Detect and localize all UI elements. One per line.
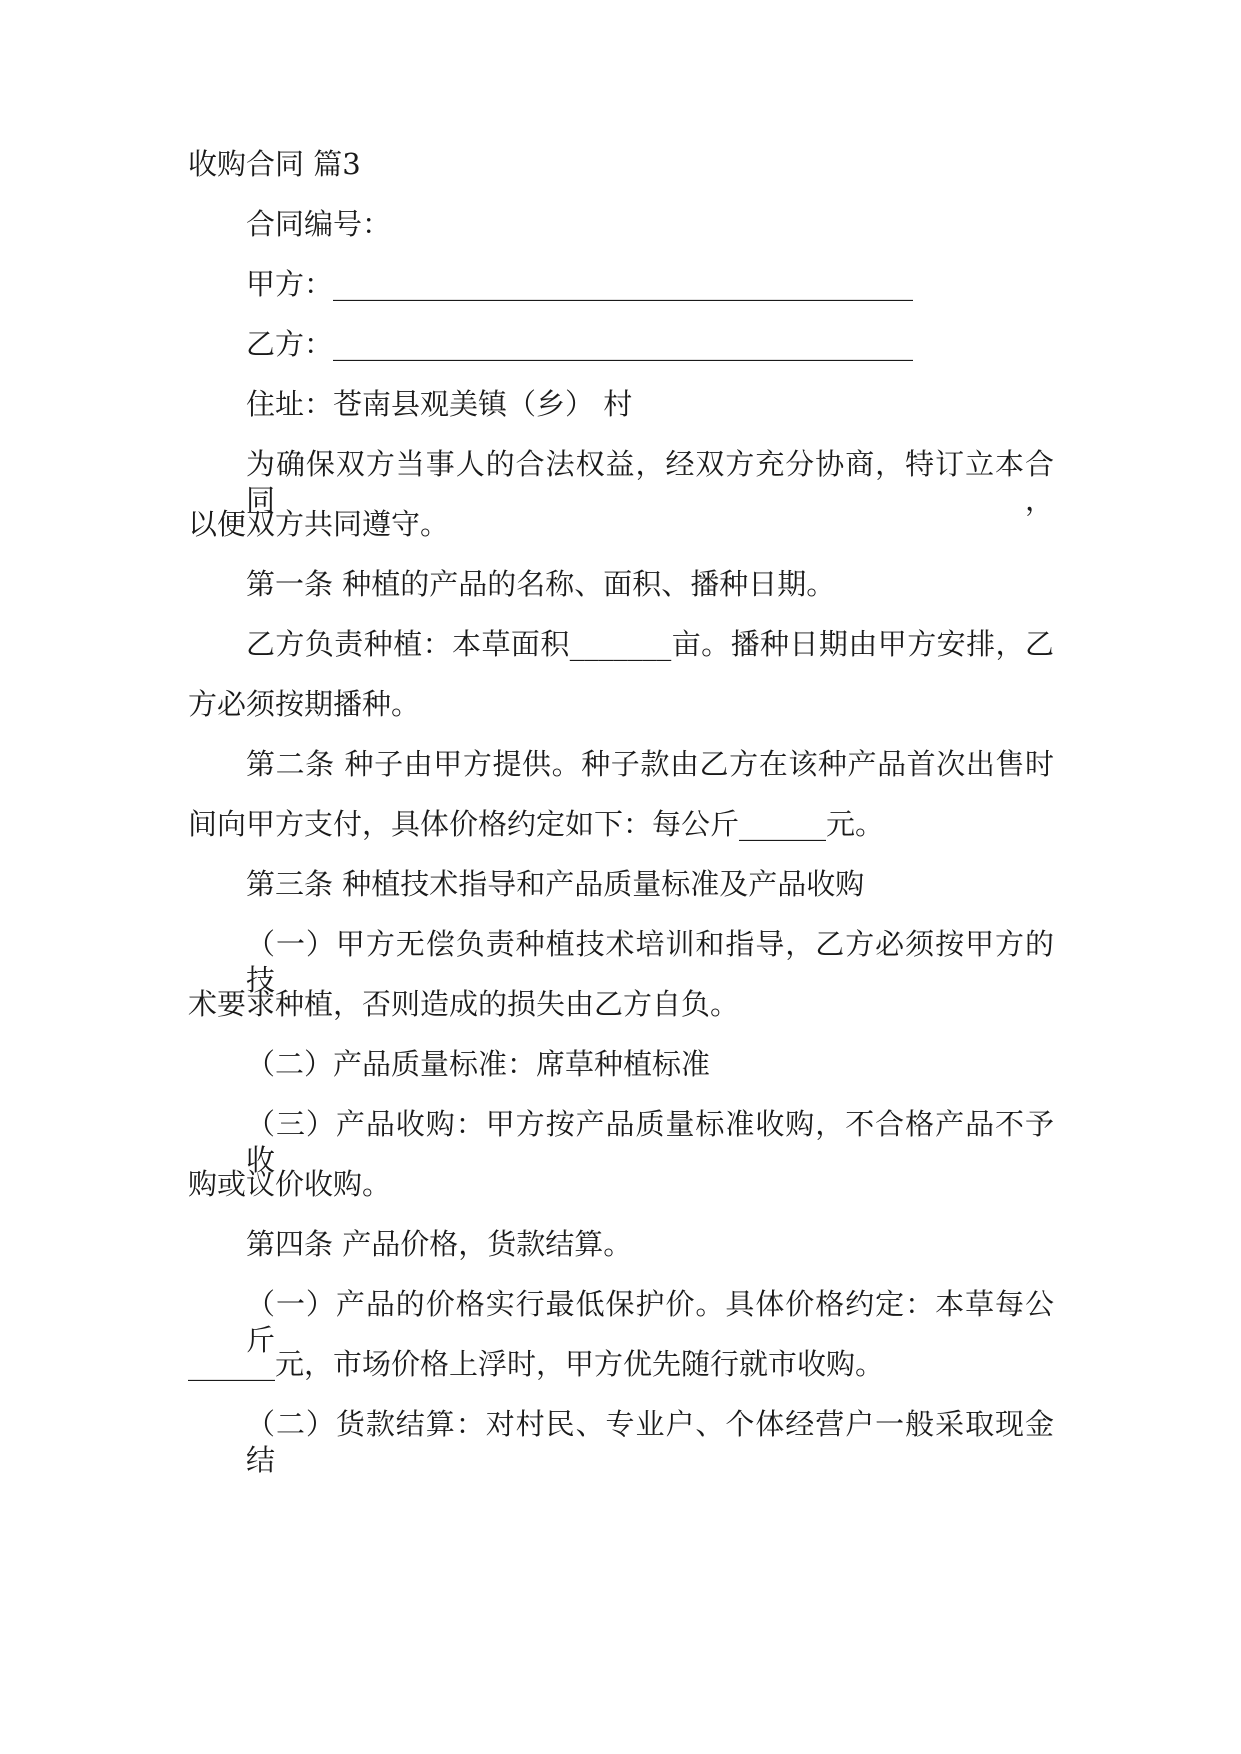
article-1-line-2: 方必须按期播种。: [188, 687, 421, 721]
article-4-item-2-line-1: （二）货款结算：对村民、专业户、个体经营户一般采取现金结: [246, 1407, 1054, 1477]
article-4-item-1-line-1: （一）产品的价格实行最低保护价。具体价格约定：本草每公斤: [246, 1287, 1054, 1357]
article-2-line-1: 第二条 种子由甲方提供。种子款由乙方在该种产品首次出售时: [246, 747, 1054, 781]
article-3-heading: 第三条 种植技术指导和产品质量标准及产品收购: [246, 867, 865, 901]
article-3-item-1-line-2: 术要求种植，否则造成的损失由乙方自负。: [188, 987, 740, 1021]
preamble-line-2: 以便双方共同遵守。: [188, 507, 450, 541]
article-1-line-1: 乙方负责种植：本草面积_______亩。播种日期由甲方安排，乙: [246, 627, 1054, 661]
article-3-item-3-line-1: （三）产品收购：甲方按产品质量标准收购，不合格产品不予收: [246, 1107, 1054, 1177]
address-line: 住址：苍南县观美镇（乡） 村: [246, 387, 633, 421]
preamble-line-1: 为确保双方当事人的合法权益，经双方充分协商，特订立本合同，: [246, 447, 1054, 517]
article-4-item-1-line-2: ______元，市场价格上浮时，甲方优先随行就市收购。: [188, 1347, 885, 1381]
article-3-item-3-line-2: 购或议价收购。: [188, 1167, 392, 1201]
party-a-line: 甲方：________________________________________: [246, 267, 914, 301]
party-b-line: 乙方：________________________________________: [246, 327, 914, 361]
article-4-heading: 第四条 产品价格，货款结算。: [246, 1227, 633, 1261]
article-3-item-1-line-1: （一）甲方无偿负责种植技术培训和指导，乙方必须按甲方的技: [246, 927, 1054, 997]
contract-number-line: 合同编号：: [246, 207, 392, 241]
article-3-item-2: （二）产品质量标准：席草种植标准: [246, 1047, 711, 1081]
article-1-heading: 第一条 种植的产品的名称、面积、播种日期。: [246, 567, 836, 601]
document-title: 收购合同 篇3: [188, 147, 361, 181]
article-2-line-2: 间向甲方支付，具体价格约定如下：每公斤______元。: [188, 807, 885, 841]
